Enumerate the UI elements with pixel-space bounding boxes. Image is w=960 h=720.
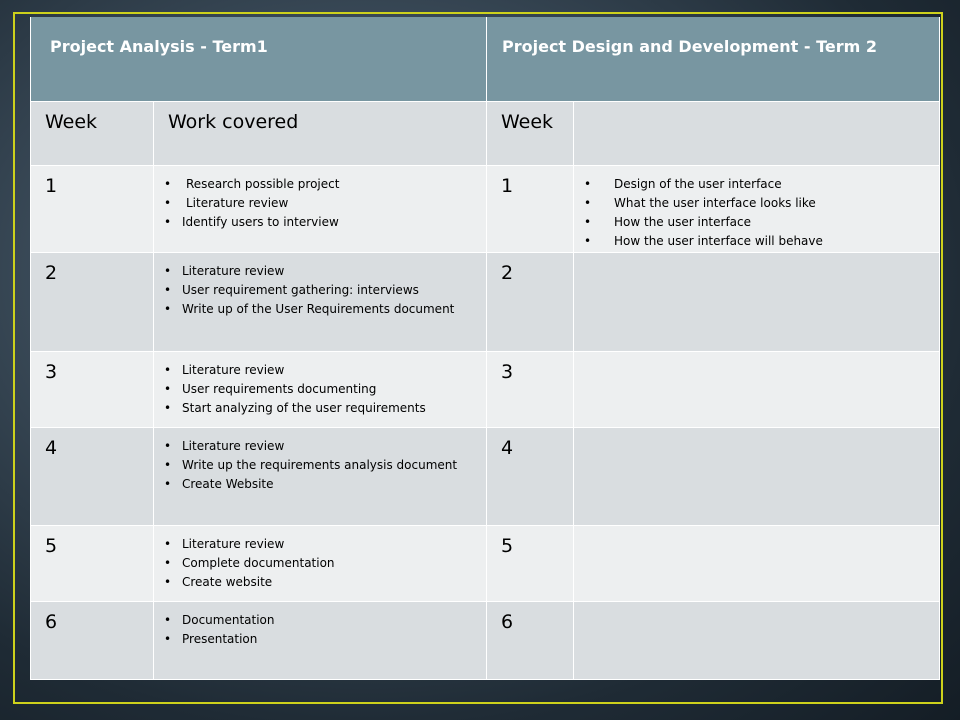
list-item: • Create Website [164, 475, 482, 494]
blank-header [574, 101, 940, 165]
design-cell [574, 601, 940, 679]
work-cell [154, 351, 487, 427]
term1-header: Project Analysis - Term1 [31, 17, 487, 101]
table-row [31, 525, 940, 601]
design-list [584, 175, 935, 251]
list-item: • Identify users to interview [164, 213, 482, 232]
work-list [164, 437, 482, 494]
design-cell [574, 252, 940, 351]
list-item: • Write up of the User Requirements document [164, 300, 482, 319]
work-cell [154, 427, 487, 525]
work-list [164, 361, 482, 418]
list-item: • Complete documentation [164, 554, 482, 573]
week-header-left: Week [31, 101, 154, 165]
table-row [31, 252, 940, 351]
list-item: • User requirement gathering: interviews [164, 281, 482, 300]
work-cell [154, 601, 487, 679]
week-left-cell: 4 [31, 427, 154, 525]
list-item: • How the user interface [584, 213, 935, 232]
week-header-right: Week [487, 101, 574, 165]
list-item: • Literature review [164, 535, 482, 554]
list-item: • What the user interface looks like [584, 194, 935, 213]
table-row [31, 601, 940, 679]
table-row [31, 351, 940, 427]
design-cell [574, 525, 940, 601]
table-row [31, 165, 940, 252]
week-left-cell: 5 [31, 525, 154, 601]
work-cell [154, 525, 487, 601]
design-cell [574, 427, 940, 525]
term2-header: Project Design and Development - Term 2 [487, 17, 940, 101]
work-list [164, 262, 482, 319]
work-cell [154, 165, 487, 252]
list-item: • Design of the user interface [584, 175, 935, 194]
week-left-cell: 1 [31, 165, 154, 252]
schedule-table [30, 17, 940, 680]
column-header-row [31, 101, 940, 165]
week-right-cell: 5 [487, 525, 574, 601]
design-cell [574, 165, 940, 252]
table-header-row [31, 17, 940, 101]
table-row [31, 427, 940, 525]
list-item: • Documentation [164, 611, 482, 630]
list-item: • Start analyzing of the user requirements [164, 399, 482, 418]
list-item: • Create website [164, 573, 482, 592]
work-cell [154, 252, 487, 351]
week-left-cell: 6 [31, 601, 154, 679]
week-right-cell: 4 [487, 427, 574, 525]
work-list [164, 611, 482, 649]
list-item: • Literature review [164, 194, 482, 213]
week-right-cell: 3 [487, 351, 574, 427]
list-item: • Literature review [164, 437, 482, 456]
week-right-cell: 1 [487, 165, 574, 252]
list-item: • User requirements documenting [164, 380, 482, 399]
list-item: • Research possible project [164, 175, 482, 194]
work-list [164, 175, 482, 232]
work-list [164, 535, 482, 592]
list-item: • How the user interface will behave [584, 232, 935, 251]
list-item: • Presentation [164, 630, 482, 649]
work-covered-header: Work covered [154, 101, 487, 165]
design-cell [574, 351, 940, 427]
week-right-cell: 2 [487, 252, 574, 351]
week-left-cell: 2 [31, 252, 154, 351]
week-left-cell: 3 [31, 351, 154, 427]
list-item: • Literature review [164, 361, 482, 380]
week-right-cell: 6 [487, 601, 574, 679]
list-item: • Literature review [164, 262, 482, 281]
list-item: • Write up the requirements analysis document [164, 456, 482, 475]
